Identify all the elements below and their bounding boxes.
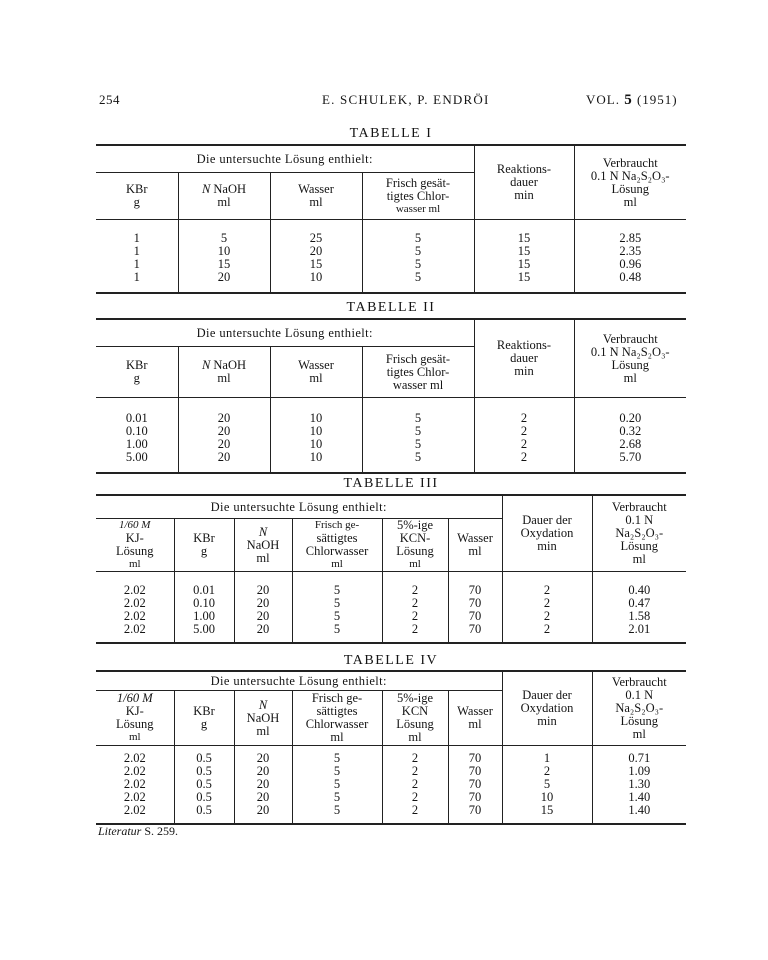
table-cell: 15 xyxy=(474,245,574,258)
table-row xyxy=(96,623,686,636)
table-cell: 70 xyxy=(448,623,502,636)
table-1 xyxy=(96,144,686,294)
table-3 xyxy=(96,494,686,644)
table-cell: 0.5 xyxy=(174,752,234,765)
table-row xyxy=(96,765,686,778)
table-cell: 2.02 xyxy=(123,622,146,636)
table-cell: 20 xyxy=(234,778,292,791)
table-cell: 2 xyxy=(382,765,448,778)
table-cell: 5 xyxy=(362,245,474,258)
table-cell: 0.10 xyxy=(125,424,148,438)
table-cell: 2.02 xyxy=(123,764,146,778)
table-cell: 5 xyxy=(362,232,474,245)
table-cell: 20 xyxy=(234,752,292,765)
table-row xyxy=(96,610,686,623)
table-cell: 70 xyxy=(448,597,502,610)
table-cell: 2 xyxy=(502,597,592,610)
table-cell: 2.68 xyxy=(574,438,686,451)
group-header: Die untersuchte Lösung enthielt: xyxy=(96,671,502,691)
vol-number: 5 xyxy=(624,92,633,108)
col-reaktionsdauer: Reaktions- dauer min xyxy=(474,319,574,398)
table-cell: 1.09 xyxy=(592,765,686,778)
table-cell: 0.48 xyxy=(574,271,686,284)
table-cell: 2.02 xyxy=(123,803,146,817)
table-cell: 1.30 xyxy=(592,778,686,791)
table-title: TABELLE IV xyxy=(343,653,439,668)
table-cell: 2 xyxy=(502,584,592,597)
table-cell: 20 xyxy=(178,271,270,284)
col-wasser: Wasser ml xyxy=(448,691,502,746)
table-cell: 2.02 xyxy=(123,583,146,597)
table-cell: 2 xyxy=(382,584,448,597)
table-cell: 10 xyxy=(270,425,362,438)
table-title: TABELLE I xyxy=(349,126,433,141)
table-cell: 20 xyxy=(234,610,292,623)
table-cell: 1 xyxy=(502,752,592,765)
table-cell: 0.96 xyxy=(574,258,686,271)
table-cell: 15 xyxy=(474,271,574,284)
col-wasser: Wasser ml xyxy=(448,519,502,572)
table-row xyxy=(96,245,686,258)
table-cell: 70 xyxy=(448,752,502,765)
table-cell: 20 xyxy=(234,804,292,817)
table-cell: 10 xyxy=(270,438,362,451)
table-cell: 5 xyxy=(292,584,382,597)
table-cell: 1.00 xyxy=(125,437,148,451)
table-title: TABELLE II xyxy=(346,300,436,315)
table-cell: 5 xyxy=(292,597,382,610)
group-header: Die untersuchte Lösung enthielt: xyxy=(96,495,502,519)
table-cell: 70 xyxy=(448,610,502,623)
table-cell: 10 xyxy=(270,271,362,284)
col-chlorwasser: Frisch ge- sättigtes Chlorwasser ml xyxy=(292,691,382,746)
table-cell: 5 xyxy=(362,438,474,451)
table-title: TABELLE III xyxy=(343,476,439,491)
table-cell: 2 xyxy=(502,610,592,623)
table-cell: 70 xyxy=(448,791,502,804)
table-cell: 0.5 xyxy=(174,765,234,778)
table-row xyxy=(96,451,686,464)
table-cell: 2.02 xyxy=(123,790,146,804)
table-cell: 0.71 xyxy=(592,752,686,765)
table-cell: 20 xyxy=(234,765,292,778)
table-cell: 5.70 xyxy=(574,451,686,464)
table-cell: 5 xyxy=(362,425,474,438)
table-2 xyxy=(96,318,686,474)
table-cell: 15 xyxy=(178,258,270,271)
table-row xyxy=(96,425,686,438)
table-cell: 2 xyxy=(474,438,574,451)
table-cell: 70 xyxy=(448,584,502,597)
col-naoh: N NaOH ml xyxy=(234,519,292,572)
table-cell: 2.85 xyxy=(574,232,686,245)
col-chlorwasser: Frisch ge- sättigtes Chlorwasser ml xyxy=(292,519,382,572)
table-cell: 15 xyxy=(502,804,592,817)
table-cell: 1 xyxy=(133,270,140,284)
col-kbr: KBr g xyxy=(96,173,178,220)
table-cell: 20 xyxy=(234,597,292,610)
table-cell: 70 xyxy=(448,804,502,817)
table-cell: 2 xyxy=(382,791,448,804)
literature-reference: Literatur S. 259. xyxy=(98,824,179,838)
table-row xyxy=(96,258,686,271)
table-cell: 15 xyxy=(474,232,574,245)
table-cell: 0.01 xyxy=(174,584,234,597)
col-naoh: N NaOH ml xyxy=(178,347,270,398)
col-kcn: 5%-ige KCN- Lösung ml xyxy=(382,519,448,572)
table-cell: 5 xyxy=(362,271,474,284)
table-cell: 2 xyxy=(502,623,592,636)
table-cell: 2.02 xyxy=(123,751,146,765)
table-cell: 15 xyxy=(270,258,362,271)
table-cell: 2 xyxy=(474,412,574,425)
col-oxydation: Dauer der Oxydation min xyxy=(502,495,592,572)
group-header: Die untersuchte Lösung enthielt: xyxy=(96,145,474,173)
table-row xyxy=(96,438,686,451)
table-cell: 1.58 xyxy=(592,610,686,623)
table-cell: 10 xyxy=(270,451,362,464)
table-cell: 2 xyxy=(382,752,448,765)
table-cell: 5 xyxy=(292,623,382,636)
table-cell: 70 xyxy=(448,778,502,791)
table-cell: 20 xyxy=(234,791,292,804)
table-cell: 5 xyxy=(502,778,592,791)
table-cell: 20 xyxy=(234,584,292,597)
table-cell: 2 xyxy=(382,778,448,791)
table-cell: 20 xyxy=(178,425,270,438)
table-cell: 2 xyxy=(382,804,448,817)
col-kbr: KBr g xyxy=(96,347,178,398)
table-cell: 5 xyxy=(362,258,474,271)
table-cell: 2.02 xyxy=(123,596,146,610)
table-cell: 2.02 xyxy=(123,777,146,791)
table-cell: 1.40 xyxy=(592,791,686,804)
table-cell: 0.5 xyxy=(174,791,234,804)
table-cell: 20 xyxy=(178,412,270,425)
col-naoh: N NaOH ml xyxy=(178,173,270,220)
table-row xyxy=(96,804,686,817)
volume-info xyxy=(586,92,678,109)
col-chlorwasser: Frisch gesät- tigtes Chlor- wasser ml xyxy=(362,173,474,220)
table-4 xyxy=(96,670,686,825)
table-cell: 20 xyxy=(178,438,270,451)
table-cell: 5.00 xyxy=(125,450,148,464)
table-cell: 1 xyxy=(133,257,140,271)
table-cell: 10 xyxy=(502,791,592,804)
table-cell: 2 xyxy=(382,597,448,610)
table-cell: 2 xyxy=(382,610,448,623)
table-cell: 20 xyxy=(270,245,362,258)
table-cell: 5 xyxy=(292,752,382,765)
col-verbraucht: Verbraucht 0.1 N Na₂S₂O₃- Lösung ml xyxy=(574,145,686,220)
vol-label: VOL. xyxy=(586,92,620,107)
table-cell: 5 xyxy=(362,412,474,425)
col-verbraucht: Verbraucht 0.1 N Na₂S₂O₃- Lösung ml xyxy=(574,319,686,398)
table-cell: 0.10 xyxy=(174,597,234,610)
col-wasser: Wasser ml xyxy=(270,347,362,398)
table-cell: 1 xyxy=(133,231,140,245)
running-authors: E. SCHULEK, P. ENDRÖI xyxy=(322,92,490,107)
col-oxydation: Dauer der Oxydation min xyxy=(502,671,592,746)
table-cell: 5 xyxy=(362,451,474,464)
col-verbraucht: Verbraucht 0.1 N Na₂S₂O₃- Lösung ml xyxy=(592,671,686,746)
table-cell: 1.00 xyxy=(174,610,234,623)
page-number: 254 xyxy=(99,92,120,107)
col-kbr: KBr g xyxy=(174,691,234,746)
col-chlorwasser: Frisch gesät- tigtes Chlor- wasser ml xyxy=(362,347,474,398)
table-cell: 1.40 xyxy=(592,804,686,817)
table-cell: 2 xyxy=(474,425,574,438)
table-row xyxy=(96,412,686,425)
col-naoh: N NaOH ml xyxy=(234,691,292,746)
vol-year: (1951) xyxy=(636,92,678,107)
table-cell: 5 xyxy=(292,791,382,804)
table-cell: 0.32 xyxy=(574,425,686,438)
table-row xyxy=(96,232,686,245)
table-cell: 20 xyxy=(234,623,292,636)
table-cell: 25 xyxy=(270,232,362,245)
table-cell: 2 xyxy=(502,765,592,778)
col-reaktionsdauer: Reaktions- dauer min xyxy=(474,145,574,220)
table-cell: 2 xyxy=(382,623,448,636)
table-row xyxy=(96,597,686,610)
group-header: Die untersuchte Lösung enthielt: xyxy=(96,319,474,347)
table-cell: 5 xyxy=(292,804,382,817)
table-cell: 20 xyxy=(178,451,270,464)
table-cell: 0.5 xyxy=(174,804,234,817)
table-cell: 70 xyxy=(448,765,502,778)
table-cell: 10 xyxy=(178,245,270,258)
table-cell: 0.01 xyxy=(125,411,148,425)
table-cell: 5 xyxy=(292,610,382,623)
table-cell: 0.5 xyxy=(174,778,234,791)
col-kj: 1/60 M KJ- Lösung ml xyxy=(96,519,174,572)
table-row xyxy=(96,778,686,791)
table-cell: 10 xyxy=(270,412,362,425)
table-cell: 15 xyxy=(474,258,574,271)
table-cell: 0.20 xyxy=(574,412,686,425)
table-cell: 5 xyxy=(292,765,382,778)
table-cell: 2 xyxy=(474,451,574,464)
col-kj: 1/60 M KJ- Lösung ml xyxy=(96,691,174,746)
table-cell: 5 xyxy=(292,778,382,791)
table-row xyxy=(96,791,686,804)
table-cell: 2.35 xyxy=(574,245,686,258)
table-row xyxy=(96,752,686,765)
table-cell: 2.02 xyxy=(123,609,146,623)
col-wasser: Wasser ml xyxy=(270,173,362,220)
table-cell: 0.40 xyxy=(592,584,686,597)
table-cell: 1 xyxy=(133,244,140,258)
table-cell: 2.01 xyxy=(592,623,686,636)
table-cell: 5.00 xyxy=(174,623,234,636)
col-kcn: 5%-ige KCN Lösung ml xyxy=(382,691,448,746)
col-verbraucht: Verbraucht 0.1 N Na₂S₂O₃- Lösung ml xyxy=(592,495,686,572)
table-row xyxy=(96,271,686,284)
table-cell: 5 xyxy=(178,232,270,245)
col-kbr: KBr g xyxy=(174,519,234,572)
table-cell: 0.47 xyxy=(592,597,686,610)
table-row xyxy=(96,584,686,597)
